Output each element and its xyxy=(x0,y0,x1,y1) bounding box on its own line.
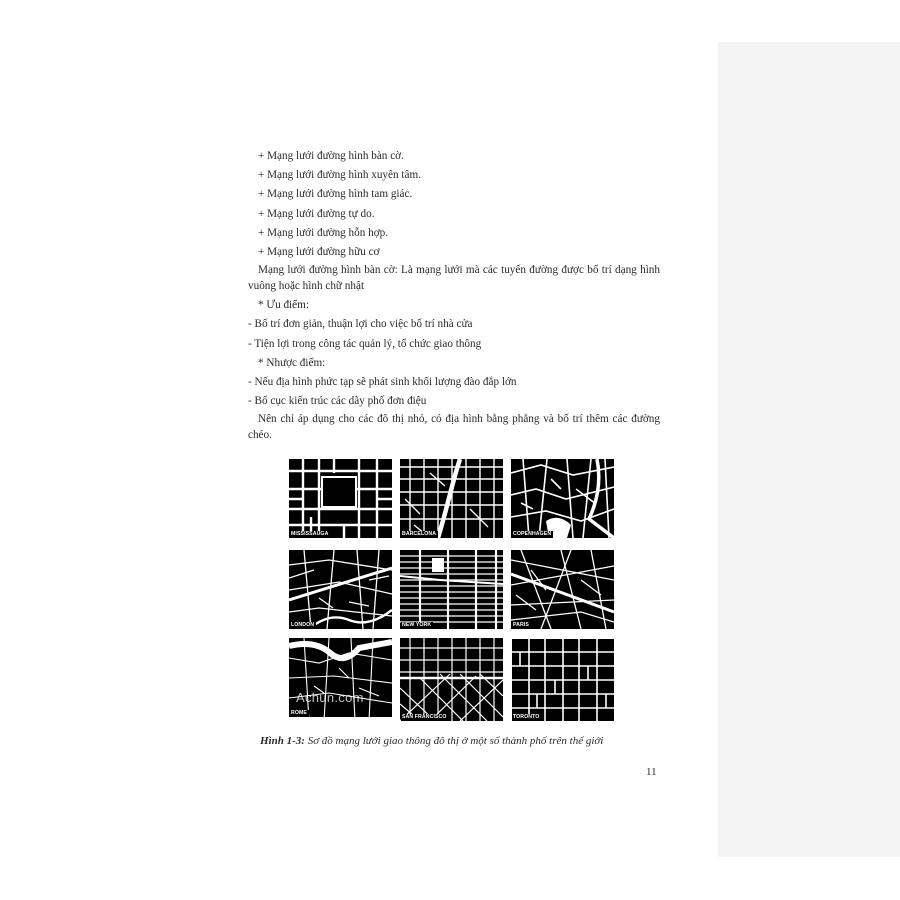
watermark-text: Achun.com xyxy=(296,690,364,705)
city-street-grid-figure xyxy=(289,459,614,721)
tile-label: MISSISSAUGA xyxy=(291,531,329,537)
street-pattern-rome xyxy=(289,638,392,717)
cons-item: - Bố cục kiến trúc các dãy phố đơn điệu xyxy=(248,395,427,408)
paragraph-definition: Mạng lưới đường hình bàn cờ: Là mạng lưới mà các tuyến đường được bố trí dạng hình vuông hoặc hình chữ nhật xyxy=(248,264,660,292)
map-tile-mississauga xyxy=(289,459,392,538)
bullet-line: + Mạng lưới đường hình bàn cờ. xyxy=(258,150,404,162)
figure-caption xyxy=(260,735,660,747)
map-tile-new-york xyxy=(400,550,503,629)
tile-label: COPENHAGEN xyxy=(513,531,552,537)
bullet-line: + Mạng lưới đường hỗn hợp. xyxy=(258,226,389,239)
street-pattern-toronto xyxy=(511,638,614,721)
bullet-line: + Mạng lưới đường hình xuyên tâm. xyxy=(258,169,421,182)
tile-label: ROME xyxy=(291,710,307,716)
page-edge-shadow xyxy=(718,42,900,857)
street-pattern-new-york xyxy=(400,550,503,629)
map-tile-san-francisco xyxy=(400,638,503,721)
tile-label: LONDON xyxy=(291,622,315,628)
paragraph-recommendation: Nên chỉ áp dụng cho các đô thị nhỏ, có địa hình bằng phẳng và bố trí thêm các đường chéo. xyxy=(248,413,660,441)
cons-item: - Nếu địa hình phức tạp sẽ phát sinh khối lượng đào đắp lớn xyxy=(248,376,517,389)
pros-heading: * Ưu điểm: xyxy=(258,299,309,312)
map-tile-paris xyxy=(511,550,614,629)
tile-label: BARCELONA xyxy=(402,531,437,537)
tile-label: NEW YORK xyxy=(402,622,432,628)
bullet-line: + Mạng lưới đường hữu cơ xyxy=(258,246,380,259)
bullet-line: + Mạng lưới đường tự do. xyxy=(258,207,375,220)
page-number: 11 xyxy=(646,766,657,778)
street-pattern-mississauga xyxy=(289,459,392,538)
caption-text: Sơ đồ mạng lưới giao thông đô thị ở một số thành phố trên thế giới xyxy=(304,735,604,747)
street-pattern-copenhagen xyxy=(511,459,614,538)
map-tile-london xyxy=(289,550,392,629)
street-pattern-barcelona xyxy=(400,459,503,538)
street-pattern-san-francisco xyxy=(400,638,503,721)
street-pattern-london xyxy=(289,550,392,629)
pros-item: - Tiện lợi trong công tác quản lý, tổ chức giao thông xyxy=(248,337,482,350)
tile-label: SAN FRANCISCO xyxy=(402,714,447,720)
bullet-line: + Mạng lưới đường hình tam giác. xyxy=(258,188,413,201)
street-pattern-paris xyxy=(511,550,614,629)
map-tile-copenhagen xyxy=(511,459,614,538)
tile-label: PARIS xyxy=(513,622,529,628)
pros-item: - Bố trí đơn giản, thuận lợi cho việc bố trí nhà cửa xyxy=(248,318,473,331)
map-tile-barcelona xyxy=(400,459,503,538)
tile-label: TORONTO xyxy=(513,714,540,720)
body-text xyxy=(248,147,660,445)
caption-label: Hình 1-3: xyxy=(260,735,305,747)
map-tile-toronto xyxy=(511,638,614,721)
map-tile-rome xyxy=(289,638,392,717)
cons-heading: * Nhược điểm: xyxy=(258,356,326,369)
